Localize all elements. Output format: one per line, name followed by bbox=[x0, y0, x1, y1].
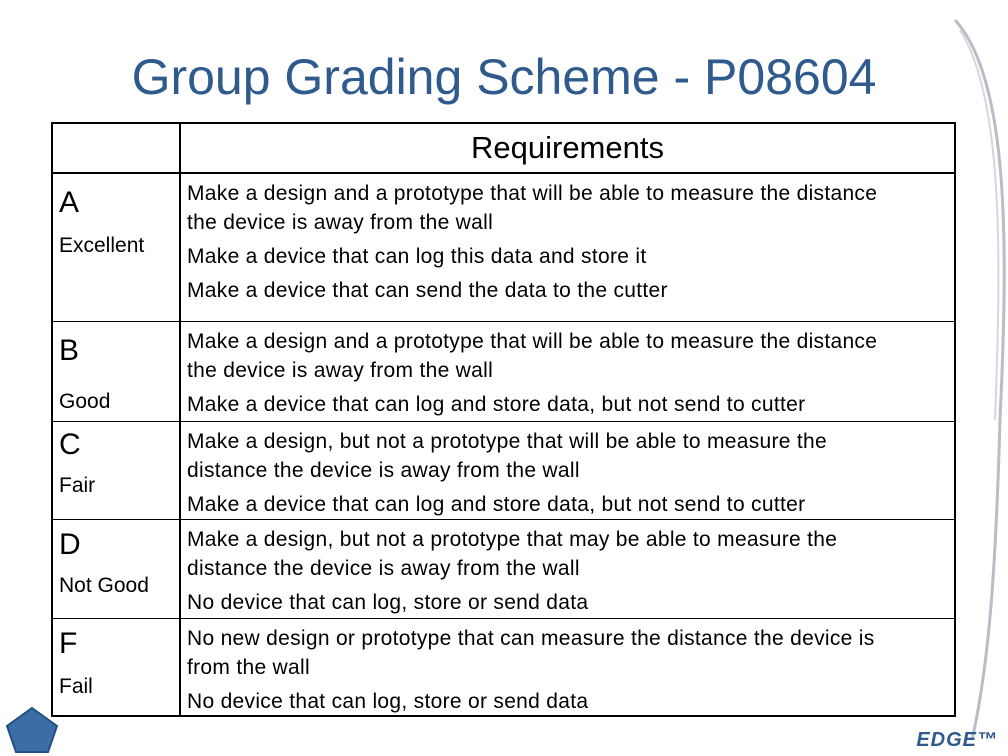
requirement-line: from the wall bbox=[187, 655, 310, 679]
requirement-line: No device that can log, store or send data bbox=[187, 590, 589, 614]
requirements-header: Requirements bbox=[180, 124, 954, 173]
requirements-cell bbox=[180, 618, 954, 716]
requirement-line: Make a device that can send the data to the cutter bbox=[187, 279, 668, 302]
grade-letter: F bbox=[59, 626, 78, 660]
table-row bbox=[53, 321, 954, 421]
header-empty-cell bbox=[53, 124, 180, 173]
requirement-line: Make a design and a prototype that will be able to measure the distance bbox=[187, 329, 878, 353]
requirement-line: Make a design, but not a prototype that may be able to measure the bbox=[187, 527, 838, 551]
requirement-line: Make a device that can log and store data, but not send to cutter bbox=[187, 492, 806, 516]
grading-table bbox=[51, 122, 956, 717]
requirement-line: Make a design, but not a prototype that will be able to measure the bbox=[187, 429, 827, 453]
grade-label: Excellent bbox=[59, 234, 145, 257]
grade-letter: D bbox=[59, 527, 81, 561]
pentagon-logo-icon bbox=[7, 708, 57, 752]
page-title: Group Grading Scheme - P08604 bbox=[131, 49, 877, 105]
table-row bbox=[53, 618, 954, 716]
requirements-cell bbox=[180, 321, 954, 421]
requirement-line: distance the device is away from the wall bbox=[187, 556, 580, 580]
grade-label: Fair bbox=[59, 473, 96, 497]
grade-label: Not Good bbox=[59, 573, 149, 597]
table-row bbox=[53, 519, 954, 618]
grade-cell bbox=[53, 618, 180, 716]
requirements-cell bbox=[180, 173, 954, 321]
requirement-line: Make a device that can log and store data, but not send to cutter bbox=[187, 392, 806, 416]
grade-cell bbox=[53, 519, 180, 618]
table-row bbox=[53, 173, 954, 321]
requirements-cell bbox=[180, 519, 954, 618]
requirement-line: the device is away from the wall bbox=[187, 211, 494, 234]
grade-letter: C bbox=[59, 427, 81, 461]
edge-logo: EDGE™ bbox=[916, 729, 998, 751]
requirement-line: Make a design and a prototype that will be able to measure the distance bbox=[187, 182, 878, 205]
requirement-line: Make a device that can log this data and store it bbox=[187, 245, 647, 268]
grade-label: Good bbox=[59, 389, 111, 413]
table-row bbox=[53, 421, 954, 519]
grade-cell bbox=[53, 421, 180, 519]
table-header-row bbox=[53, 124, 954, 173]
grade-letter: B bbox=[59, 333, 80, 367]
requirement-line: No new design or prototype that can measure the distance the device is bbox=[187, 626, 875, 650]
requirement-line: the device is away from the wall bbox=[187, 358, 494, 382]
grade-cell bbox=[53, 173, 180, 321]
grade-cell bbox=[53, 321, 180, 421]
requirements-cell bbox=[180, 421, 954, 519]
grade-letter: A bbox=[59, 186, 80, 219]
requirement-line: distance the device is away from the wall bbox=[187, 458, 580, 482]
requirement-line: No device that can log, store or send data bbox=[187, 689, 589, 713]
grade-label: Fail bbox=[59, 674, 93, 698]
